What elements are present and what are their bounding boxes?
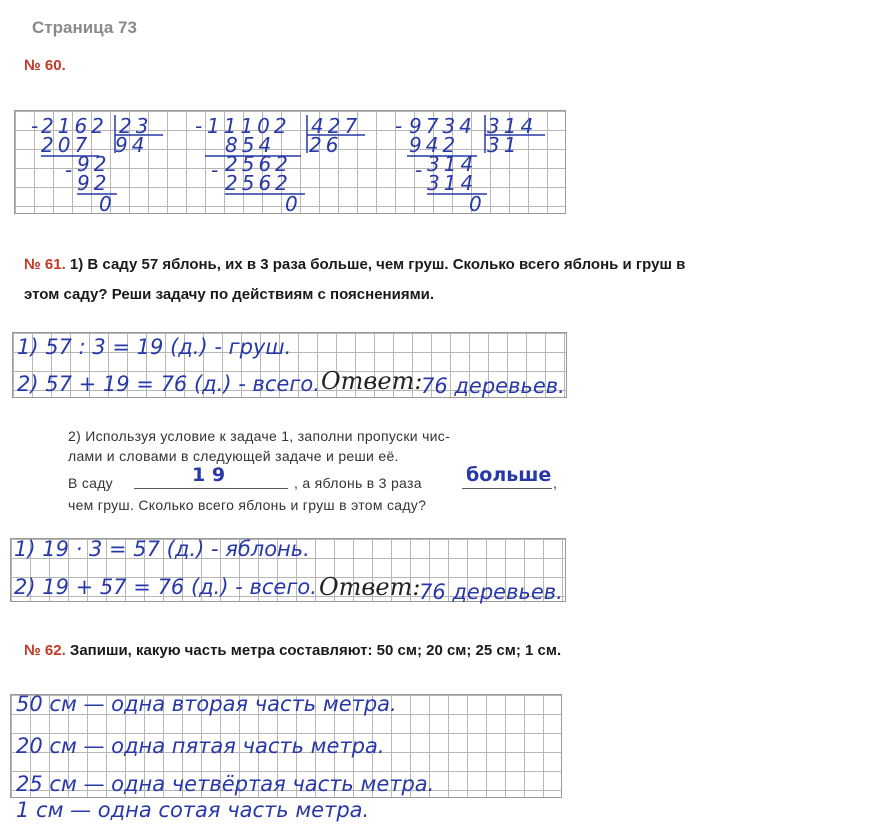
task-62-statement [24,636,864,666]
task-62-answer-4: 1 см — одна сотая часть метра. [16,798,370,822]
task-61-solution-1-grid [12,332,567,398]
division-2-rem1: 2562 [225,152,292,176]
task-62-answer-2: 20 см — одна пятая часть метра. [16,734,385,758]
task-62-answer-3: 25 см — одна четвёртая часть метра. [16,772,435,796]
solution-1-line-2: 2) 57 + 19 = 76 (д.) - всего. [17,372,320,396]
division-1-divisor: 23 [119,114,153,138]
division-3-remainder: 0 [469,192,482,215]
solution-2-line-1: 1) 19 · 3 = 57 (д.) - яблонь. [14,537,310,561]
division-1 [31,114,163,215]
division-2 [195,114,365,215]
division-1-remainder: 0 [99,192,112,215]
blank-1-underline [134,488,288,489]
division-3-rem1: 314 [427,152,478,176]
part-2-line-3-start: В саду [68,475,113,491]
page-title: Страница 73 [32,18,137,37]
division-2-remainder: 0 [285,192,298,215]
minus-sign: - [195,114,203,138]
task-62-text: Запиши, какую часть метра составляют: 50 см; 20 см; 25 см; 1 см. [69,642,562,659]
division-3-quotient: 31 [487,133,521,157]
blank-2-value: больше [466,464,552,486]
task-60-grid [14,110,566,214]
minus-sign: - [65,158,73,182]
division-3-dividend: 9734 [409,114,476,138]
task-61-text-line1: 1) В саду 57 яблонь, их в 3 раза больше, чем груш. Сколько всего яблонь и груш в [69,256,686,273]
part-2-line-3-end: , [553,475,558,491]
division-3-divisor: 314 [487,114,538,138]
task-61-part-2 [68,426,568,466]
minus-sign: - [31,114,39,138]
division-1-sub1: 207 [41,133,92,157]
division-2-sub2: 2562 [225,171,292,195]
task-61-solution-2-grid [10,538,566,602]
minus-sign: - [211,158,219,182]
minus-sign: - [415,158,423,182]
division-1-quotient: 94 [115,133,149,157]
task-62-number: № 62. [24,642,66,659]
part-2-line-4: чем груш. Сколько всего яблонь и груш в этом саду? [68,497,427,513]
division-2-divisor: 427 [311,114,362,138]
solution-2-answer-word: Ответ: [319,573,421,601]
solution-1-line-1: 1) 57 : 3 = 19 (д.) - груш. [17,335,292,359]
task-61-text-line2: этом саду? Реши задачу по действиям с пояснениями. [24,286,435,303]
minus-sign: - [395,114,403,138]
blank-1-value: 1 9 [192,464,226,486]
division-2-sub1: 854 [225,133,276,157]
solution-1-answer-value: 76 деревьев. [421,374,565,398]
task-62-answer-1: 50 см — одна вторая часть метра. [16,692,397,716]
division-2-quotient: 26 [309,133,343,157]
long-division-svg [15,111,567,215]
solution-1-answer-word: Ответ: [321,367,423,395]
part-2-line-3-mid: , а яблонь в 3 раза [294,475,422,491]
task-61-number: № 61. [24,256,66,273]
part-2-line-1: 2) Используя условие к задаче 1, заполни пропуски чис- [68,428,451,444]
solution-2-answer-value: 76 деревьев. [419,580,563,604]
division-3 [395,114,545,215]
division-1-rem1: 92 [77,152,111,176]
division-1-dividend: 2162 [41,114,108,138]
division-2-dividend: 11102 [207,114,291,138]
division-1-sub2: 92 [77,171,111,195]
task-61-statement [24,250,864,310]
task-60-number: № 60. [24,57,66,74]
division-3-sub2: 314 [427,171,478,195]
division-3-sub1: 942 [409,133,460,157]
part-2-line-2: лами и словами в следующей задаче и реши её. [68,448,399,464]
solution-2-line-2: 2) 19 + 57 = 76 (д.) - всего. [14,575,317,599]
blank-2-underline [462,488,552,489]
